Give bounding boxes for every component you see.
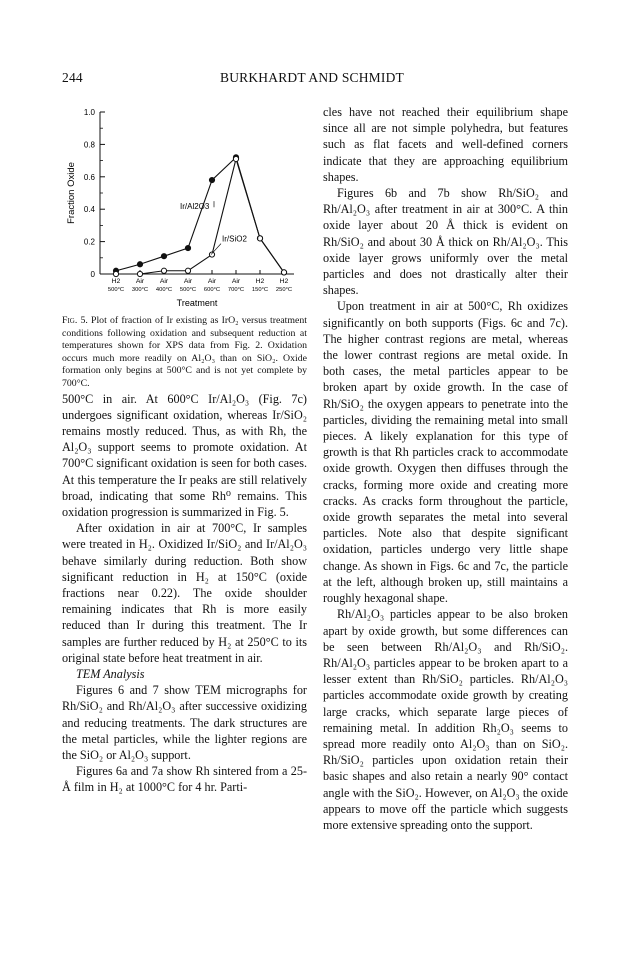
- x-tick-label-gas: H2: [255, 278, 265, 285]
- right-column: [323, 104, 568, 833]
- page-header: [62, 70, 562, 90]
- series-line: [116, 157, 284, 272]
- data-point: [137, 271, 142, 276]
- x-tick-label-gas: Air: [135, 278, 145, 285]
- x-tick-label-gas: Air: [159, 278, 169, 285]
- series-label-ir-al2o3: Ir/Al2O3: [180, 202, 210, 212]
- y-tick-label: 0.4: [83, 205, 95, 215]
- x-tick-label-gas: Air: [207, 278, 217, 285]
- left-paragraph-2: After oxidation in air at 700°C, Ir samples were treated in H₂. Oxidized Ir/SiO₂ and Ir/Al₂O₃ behave similarly during reduction. Both show significant reduction in H₂ at 150°C (oxide fractions near 0.22). The oxide shoulder remaining indicates that Rh is more easily reduced than Ir during this treatment. The Ir samples are further reduced by H₂ at 250°C to its original state before heat treatment in air.: [62, 521, 307, 665]
- y-tick-label: 0.6: [83, 172, 95, 182]
- data-point: [161, 254, 166, 259]
- caption-text: Plot of fraction of Ir existing as IrO₂ versus treatment conditions following oxidation and subsequent reduction at temperatures shown for XPS data from Fig. 2. Oxidation occurs much more readily on Al₂O₃ than on SiO₂. Oxide formation only begins at 500°C and is not yet complete by 700°C.: [62, 315, 307, 389]
- y-tick-label: 0.8: [83, 140, 95, 150]
- right-paragraph-2: Figures 6b and 7b show Rh/SiO₂ and Rh/Al₂O₃ after treatment in air at 300°C. A thin oxide layer about 20 Å thick is evident on Rh/SiO₂ and about 30 Å thick on Rh/Al₂O₃. This oxide layer grows uniformly over the metal particles and does not drastically alter their shapes.: [323, 186, 568, 298]
- x-tick-label-gas: Air: [183, 278, 193, 285]
- right-paragraph-1: cles have not reached their equilibrium shape since all are not simple polyhedra, but features such as flat facets and well-defined corners indicate that they are approaching equilibrium shapes.: [323, 105, 568, 184]
- section-title-tem-analysis: TEM Analysis: [76, 667, 145, 682]
- x-tick-label-temp: 600°C: [203, 287, 221, 293]
- x-tick-label-gas: Air: [231, 278, 241, 285]
- left-paragraph-1: 500°C in air. At 600°C Ir/Al₂O₃ (Fig. 7c) undergoes significant oxidation, whereas Ir/SiO₂ remains mostly reduced. Thus, as with Rh, the Al₂O₃ support seems to promote oxidation. At 700°C significant oxidation is seen for both cases. At this temperature the Ir peaks are still relatively broad, indicating that some Rh⁰ remains. This oxidation progression is summarized in Fig. 5.: [62, 391, 307, 519]
- data-point: [137, 262, 142, 267]
- data-point: [185, 245, 190, 250]
- left-paragraph-4: Figures 6a and 7a show Rh sintered from a 25-Å film in H₂ at 1000°C for 4 hr. Parti-: [62, 764, 307, 795]
- x-tick-label-gas: H2: [279, 278, 289, 285]
- x-axis-label: Treatment: [176, 298, 218, 308]
- y-tick-label: 0.2: [83, 237, 95, 247]
- x-tick-label-temp: 150°C: [251, 287, 269, 293]
- left-paragraph-3: Figures 6 and 7 show TEM micrographs for Rh/SiO₂ and Rh/Al₂O₃ after successive oxidizing and reducing treatments. The dark structures are the metal particles, while the lighter regions are the SiO₂ or Al₂O₃ support.: [62, 683, 307, 763]
- left-column: [62, 104, 307, 796]
- fraction-oxide-chart: [62, 104, 307, 309]
- right-paragraph-3: Upon treatment in air at 500°C, Rh oxidizes significantly on both supports (Figs. 6c and 7c). The higher contrast regions are metal, whereas the lower contrast regions are metal oxide. In both cases, the metal particles appear to be broken apart by oxide growth. In the case of Rh/SiO₂ the oxygen appears to penetrate into the particles, dividing the remaining metal into small pieces. A likely explanation for this type of growth is that Rh particles crack to accommodate oxide growth. Oxygen then diffuses through the cracks, forming more oxide and creating more cracks. As cracks form throughout the particle, oxide growth separates the metal into several particles. Note also that despite significant oxidation, particles undergo very little shape change. As shown in Figs. 6c and 7c, the particle at the left, although broken up, still maintains a roughly hexagonal shape.: [323, 299, 568, 606]
- x-tick-label-temp: 500°C: [107, 287, 125, 293]
- page-number: 244: [62, 70, 83, 85]
- x-tick-label-temp: 400°C: [155, 287, 173, 293]
- series-label-ir-sio2: Ir/SiO2: [222, 234, 247, 244]
- series-line: [116, 159, 284, 274]
- x-tick-label-temp: 250°C: [275, 287, 293, 293]
- data-point: [209, 252, 214, 257]
- data-point: [233, 156, 238, 161]
- y-tick-label: 1.0: [83, 108, 95, 117]
- x-tick-label-temp: 300°C: [131, 287, 149, 293]
- figure-caption: [62, 315, 307, 391]
- data-point: [113, 271, 118, 276]
- y-tick-label: 0: [90, 270, 95, 279]
- data-point: [185, 268, 190, 273]
- x-tick-label-gas: H2: [111, 278, 121, 285]
- data-point: [209, 177, 214, 182]
- caption-label: Fig. 5.: [62, 315, 88, 326]
- data-point: [281, 270, 286, 275]
- series-label-leader: [211, 244, 221, 255]
- y-axis-label: Fraction Oxide: [66, 162, 77, 224]
- data-point: [161, 268, 166, 273]
- right-paragraph-4: Rh/Al₂O₃ particles appear to be also broken apart by oxide growth, but some differences can be seen between Rh/Al₂O₃ and Rh/SiO₂. Rh/Al₂O₃ particles appear to be broken apart to a lesser extent than Rh/SiO₂ particles. Rh/Al₂O₃ particles accommodate oxide growth by creating large cracks, which separate large pieces of remaining metal. In addition Rh₂O₃ seems to spread more readily onto Al₂O₃ than on SiO₂. Rh/SiO₂ particles upon oxidation retain their basic shapes and also retain a nearly 90° contact angle with the SiO₂. However, on Al₂O₃ the oxide appears to move off the particle which suggests more extensive spreading onto the support.: [323, 607, 568, 832]
- x-tick-label-temp: 500°C: [179, 287, 197, 293]
- running-head: BURKHARDT AND SCHMIDT: [220, 70, 404, 85]
- figure-5: [62, 104, 307, 309]
- x-tick-label-temp: 700°C: [227, 287, 245, 293]
